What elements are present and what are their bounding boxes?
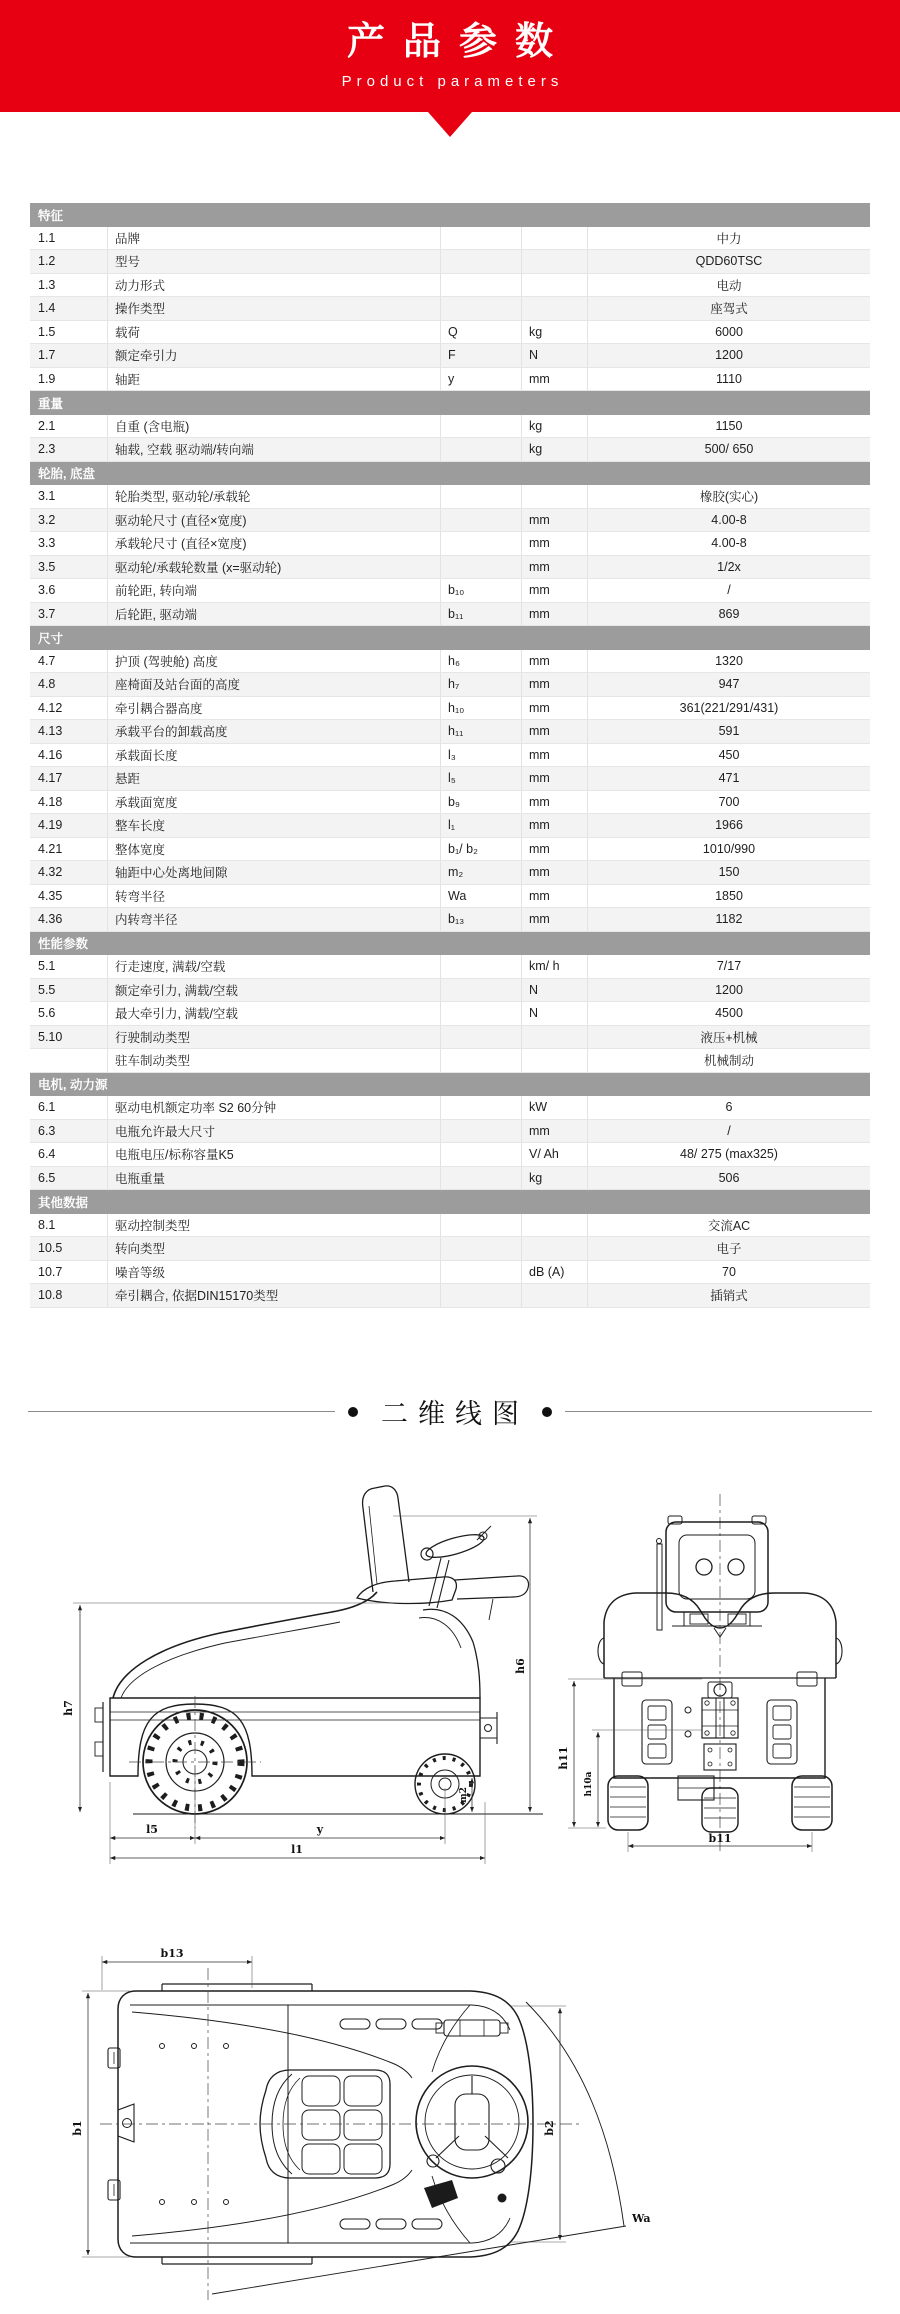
cell-parameter-name: 承载平台的卸载高度 (108, 720, 441, 743)
cell-symbol (441, 1237, 522, 1260)
cell-symbol (441, 274, 522, 297)
table-row (30, 955, 870, 979)
cell-row-number: 2.3 (30, 438, 108, 461)
cell-row-number: 4.13 (30, 720, 108, 743)
cell-unit: mm (522, 885, 588, 908)
table-section-header (30, 203, 870, 227)
spec-table (30, 203, 870, 1308)
dim-label-l1: l1 (291, 1842, 303, 1856)
turning-radius-arc (526, 2002, 624, 2226)
cell-symbol: b₁₃ (441, 908, 522, 931)
cell-unit: mm (522, 650, 588, 673)
page-title: 产品参数 (346, 20, 571, 63)
cell-row-number: 3.2 (30, 509, 108, 532)
cell-parameter-name: 最大牵引力, 满载/空载 (108, 1002, 441, 1025)
table-row (30, 885, 870, 909)
table-row (30, 485, 870, 509)
table-row (30, 720, 870, 744)
cell-row-number: 5.1 (30, 955, 108, 978)
divider-dot-left (348, 1407, 358, 1417)
cell-symbol: m₂ (441, 861, 522, 884)
cell-value: 4.00-8 (711, 536, 747, 551)
table-row (30, 1096, 870, 1120)
cell-parameter-name: 额定牵引力, 满载/空载 (108, 979, 441, 1002)
cell-parameter-name: 电瓶允许最大尺寸 (108, 1120, 441, 1143)
section-title: 重量 (38, 396, 64, 411)
dim-label-h11: h11 (557, 1745, 570, 1770)
table-row (30, 744, 870, 768)
cell-parameter-name: 驱动控制类型 (108, 1214, 441, 1237)
cell-unit (522, 1049, 588, 1072)
cell-symbol: b₁₀ (441, 579, 522, 602)
cell-value: 橡胶(实心) (699, 490, 759, 505)
cell-parameter-name: 电瓶电压/标称容量K5 (108, 1143, 441, 1166)
divider-line-left (28, 1411, 335, 1412)
steering-wheel-top (416, 2066, 528, 2178)
cell-row-number: 5.5 (30, 979, 108, 1002)
cell-symbol: b₁/ b₂ (441, 838, 522, 861)
table-row (30, 650, 870, 674)
cell-symbol (441, 1167, 522, 1190)
cell-row-number: 6.5 (30, 1167, 108, 1190)
dim-label-h6: h6 (514, 1657, 527, 1674)
dim-label-b13: b13 (160, 1946, 184, 1960)
cell-row-number: 3.1 (30, 485, 108, 508)
cell-unit: mm (522, 579, 588, 602)
table-row (30, 697, 870, 721)
cell-row-number (30, 1049, 108, 1072)
cell-parameter-name: 型号 (108, 250, 441, 273)
top-view-drawing (40, 1870, 700, 2313)
dim-label-l5: l5 (146, 1822, 158, 1836)
cell-unit: N (522, 344, 588, 367)
cell-value: 中力 (716, 231, 742, 246)
cell-parameter-name: 整车长度 (108, 814, 441, 837)
table-row (30, 438, 870, 462)
table-row (30, 250, 870, 274)
cell-value: 48/ 275 (max325) (680, 1147, 778, 1162)
cell-unit: mm (522, 908, 588, 931)
table-row (30, 1049, 870, 1073)
cell-value: 插销式 (710, 1289, 748, 1304)
cell-symbol: l₁ (441, 814, 522, 837)
dim-label-b11: b11 (708, 1831, 732, 1845)
cell-row-number: 10.5 (30, 1237, 108, 1260)
cell-unit (522, 274, 588, 297)
cell-value: 591 (718, 724, 740, 739)
cell-unit: V/ Ah (522, 1143, 588, 1166)
rear-view-drawing (552, 1446, 887, 1866)
cell-value: / (727, 1123, 731, 1138)
cell-row-number: 1.9 (30, 368, 108, 391)
cell-symbol (441, 1026, 522, 1049)
table-row (30, 791, 870, 815)
dim-label-h10a: h10a (584, 1771, 594, 1796)
cell-symbol: h₁₀ (441, 697, 522, 720)
table-section-header (30, 626, 870, 650)
table-row (30, 532, 870, 556)
cell-symbol (441, 1143, 522, 1166)
cell-value: 1966 (715, 818, 743, 833)
cell-value: 机械制动 (703, 1054, 754, 1069)
cell-symbol: h₁₁ (441, 720, 522, 743)
cell-symbol (441, 556, 522, 579)
cell-value: 1182 (715, 912, 743, 927)
cell-symbol (441, 1284, 522, 1307)
cell-value: 1200 (715, 348, 743, 363)
cell-value: 450 (718, 747, 740, 762)
cell-unit: dB (A) (522, 1261, 588, 1284)
table-row (30, 1143, 870, 1167)
table-row (30, 556, 870, 580)
cell-row-number: 6.1 (30, 1096, 108, 1119)
table-section-header (30, 391, 870, 415)
dim-label-b1: b1 (71, 2119, 84, 2136)
cell-symbol (441, 1096, 522, 1119)
cell-row-number: 4.19 (30, 814, 108, 837)
cell-symbol (441, 485, 522, 508)
cell-value: 471 (718, 771, 740, 786)
cell-row-number: 3.6 (30, 579, 108, 602)
section-title: 轮胎, 底盘 (38, 467, 95, 482)
cell-symbol (441, 415, 522, 438)
cell-symbol (441, 297, 522, 320)
rear-rail (455, 1575, 529, 1598)
cell-value: 1110 (716, 371, 742, 386)
table-row (30, 274, 870, 298)
cell-symbol: l₅ (441, 767, 522, 790)
cell-parameter-name: 品牌 (108, 227, 441, 250)
table-row (30, 861, 870, 885)
cell-symbol: b₉ (441, 791, 522, 814)
table-row (30, 227, 870, 251)
cell-row-number: 1.3 (30, 274, 108, 297)
cell-unit (522, 1214, 588, 1237)
cell-symbol (441, 1002, 522, 1025)
cell-value: 电子 (716, 1242, 742, 1257)
cell-unit: N (522, 1002, 588, 1025)
table-row (30, 1237, 870, 1261)
cell-symbol (441, 438, 522, 461)
cell-symbol: Wa (441, 885, 522, 908)
table-row (30, 415, 870, 439)
dim-label-y: y (316, 1822, 324, 1836)
table-row (30, 1167, 870, 1191)
cell-value: 947 (718, 677, 740, 692)
cell-parameter-name: 轴载, 空载 驱动端/转向端 (108, 438, 441, 461)
cell-symbol (441, 250, 522, 273)
cell-parameter-name: 行驶制动类型 (108, 1026, 441, 1049)
cell-unit: km/ h (522, 955, 588, 978)
cell-unit: mm (522, 744, 588, 767)
section-title: 尺寸 (38, 631, 64, 646)
cell-parameter-name: 前轮距, 转向端 (108, 579, 441, 602)
cell-symbol (441, 227, 522, 250)
dim-label-wa: Wa (632, 2211, 651, 2225)
cell-value: 1320 (715, 653, 743, 668)
table-section-header (30, 932, 870, 956)
section-title: 性能参数 (38, 937, 89, 952)
cell-row-number: 4.17 (30, 767, 108, 790)
cell-value: 869 (718, 606, 740, 621)
cell-row-number: 1.7 (30, 344, 108, 367)
cell-unit (522, 250, 588, 273)
cell-symbol: y (441, 368, 522, 391)
cell-parameter-name: 承载轮尺寸 (直径×宽度) (108, 532, 441, 555)
cell-value: QDD60TSC (695, 254, 763, 269)
table-row (30, 908, 870, 932)
cell-value: 1010/990 (702, 841, 756, 856)
cell-symbol (441, 979, 522, 1002)
control-lever (424, 2180, 458, 2208)
cell-value: 150 (718, 865, 740, 880)
table-row (30, 579, 870, 603)
cell-row-number: 1.5 (30, 321, 108, 344)
cell-unit: mm (522, 603, 588, 626)
vent-panels (642, 1700, 797, 1764)
cell-unit: mm (522, 556, 588, 579)
table-row (30, 321, 870, 345)
cell-row-number: 1.2 (30, 250, 108, 273)
table-row (30, 1214, 870, 1238)
cell-value: 4500 (715, 1006, 743, 1021)
cell-parameter-name: 承载面宽度 (108, 791, 441, 814)
table-row (30, 344, 870, 368)
side-view-drawing (25, 1446, 550, 1866)
cell-parameter-name: 驱动轮尺寸 (直径×宽度) (108, 509, 441, 532)
drawing-section-title: 二维线图 (381, 1399, 529, 1429)
cell-parameter-name: 轴距中心处离地间隙 (108, 861, 441, 884)
cell-parameter-name: 噪音等级 (108, 1261, 441, 1284)
cell-unit (522, 227, 588, 250)
cell-value: 座驾式 (710, 302, 748, 317)
cell-parameter-name: 轮胎类型, 驱动轮/承载轮 (108, 485, 441, 508)
cell-parameter-name: 驱动电机额定功率 S2 60分钟 (108, 1096, 441, 1119)
cell-unit: mm (522, 720, 588, 743)
divider-line-right (565, 1411, 872, 1412)
rear-cowl (423, 1609, 480, 1698)
cell-unit: mm (522, 861, 588, 884)
dim-label-m2: m2 (459, 1786, 469, 1803)
banner (0, 0, 900, 112)
line-drawings (0, 1446, 900, 2313)
cell-parameter-name: 内转弯半径 (108, 908, 441, 931)
cell-row-number: 5.10 (30, 1026, 108, 1049)
dim-label-b2: b2 (543, 2119, 556, 2136)
table-section-header (30, 462, 870, 486)
table-row (30, 767, 870, 791)
cell-unit: mm (522, 838, 588, 861)
cell-row-number: 4.7 (30, 650, 108, 673)
section-title: 电机, 动力源 (38, 1078, 108, 1093)
cell-unit: mm (522, 509, 588, 532)
cell-row-number: 6.4 (30, 1143, 108, 1166)
table-row (30, 814, 870, 838)
seat-side (357, 1485, 456, 1603)
table-row (30, 673, 870, 697)
cell-unit: mm (522, 767, 588, 790)
cell-row-number: 2.1 (30, 415, 108, 438)
table-row (30, 603, 870, 627)
cell-value: / (727, 583, 731, 598)
cell-value: 1150 (715, 418, 743, 433)
cell-value: 7/17 (716, 959, 742, 974)
cell-value: 500/ 650 (704, 442, 754, 457)
cell-unit: kg (522, 438, 588, 461)
cell-parameter-name: 牵引耦合, 依据DIN15170类型 (108, 1284, 441, 1307)
cell-value: 361(221/291/431) (679, 700, 779, 715)
table-row (30, 1026, 870, 1050)
cell-row-number: 4.21 (30, 838, 108, 861)
table-row (30, 838, 870, 862)
cell-symbol (441, 1120, 522, 1143)
table-row (30, 1002, 870, 1026)
table-row (30, 1284, 870, 1308)
cell-unit (522, 297, 588, 320)
cell-value: 1200 (715, 982, 743, 997)
cell-row-number: 4.36 (30, 908, 108, 931)
cell-parameter-name: 后轮距, 驱动端 (108, 603, 441, 626)
cell-row-number: 3.7 (30, 603, 108, 626)
cell-symbol (441, 532, 522, 555)
cell-value: 电动 (716, 278, 742, 293)
cell-unit: kW (522, 1096, 588, 1119)
cell-value: 506 (718, 1170, 740, 1185)
cell-parameter-name: 护顶 (驾驶舱) 高度 (108, 650, 441, 673)
table-row (30, 1120, 870, 1144)
cell-row-number: 1.4 (30, 297, 108, 320)
banner-pointer (428, 112, 472, 137)
cell-unit: mm (522, 532, 588, 555)
cell-row-number: 3.3 (30, 532, 108, 555)
cell-unit (522, 485, 588, 508)
cell-row-number: 8.1 (30, 1214, 108, 1237)
cell-unit: kg (522, 321, 588, 344)
cell-unit: N (522, 979, 588, 1002)
seat-back (666, 1516, 768, 1626)
cell-parameter-name: 自重 (含电瓶) (108, 415, 441, 438)
cell-unit (522, 1026, 588, 1049)
cell-parameter-name: 动力形式 (108, 274, 441, 297)
cell-unit: mm (522, 697, 588, 720)
cell-value: 液压+机械 (700, 1030, 758, 1045)
cell-value: 6 (725, 1100, 733, 1115)
section-title: 特征 (38, 208, 64, 223)
cell-unit: kg (522, 415, 588, 438)
cell-parameter-name: 座椅面及站台面的高度 (108, 673, 441, 696)
cell-unit: kg (522, 1167, 588, 1190)
cell-value: 700 (718, 794, 740, 809)
cell-row-number: 10.8 (30, 1284, 108, 1307)
cell-parameter-name: 悬距 (108, 767, 441, 790)
cell-parameter-name: 轴距 (108, 368, 441, 391)
cell-parameter-name: 驱动轮/承载轮数量 (x=驱动轮) (108, 556, 441, 579)
cell-symbol: Q (441, 321, 522, 344)
cell-parameter-name: 驻车制动类型 (108, 1049, 441, 1072)
table-section-header (30, 1073, 870, 1097)
cell-row-number: 3.5 (30, 556, 108, 579)
cell-parameter-name: 额定牵引力 (108, 344, 441, 367)
cell-unit: mm (522, 673, 588, 696)
table-row (30, 509, 870, 533)
cell-value: 6000 (715, 324, 743, 339)
hood (113, 1592, 377, 1698)
table-row (30, 1261, 870, 1285)
cell-row-number: 4.18 (30, 791, 108, 814)
cell-parameter-name: 转弯半径 (108, 885, 441, 908)
cell-value: 4.00-8 (711, 512, 747, 527)
cell-symbol (441, 1214, 522, 1237)
cell-row-number: 4.16 (30, 744, 108, 767)
cell-symbol (441, 509, 522, 532)
table-row (30, 297, 870, 321)
cell-unit: mm (522, 814, 588, 837)
cell-symbol: h₆ (441, 650, 522, 673)
cell-unit (522, 1237, 588, 1260)
tow-coupling-side (480, 1712, 497, 1744)
cell-unit (522, 1284, 588, 1307)
table-row (30, 368, 870, 392)
cell-row-number: 5.6 (30, 1002, 108, 1025)
table-row (30, 979, 870, 1003)
table-section-header (30, 1190, 870, 1214)
page-subtitle: Product parameters (341, 72, 564, 90)
cell-value: 1850 (715, 888, 743, 903)
dim-label-h7: h7 (62, 1699, 75, 1716)
cell-symbol (441, 955, 522, 978)
cell-parameter-name: 转向类型 (108, 1237, 441, 1260)
section-title: 其他数据 (38, 1195, 89, 1210)
cell-symbol: b₁₁ (441, 603, 522, 626)
cell-parameter-name: 载荷 (108, 321, 441, 344)
cell-row-number: 6.3 (30, 1120, 108, 1143)
drawing-section-divider (0, 1394, 900, 1430)
cell-row-number: 4.8 (30, 673, 108, 696)
cell-row-number: 10.7 (30, 1261, 108, 1284)
divider-dot-right (542, 1407, 552, 1417)
cell-symbol (441, 1261, 522, 1284)
cell-value: 70 (722, 1264, 736, 1279)
cell-unit: mm (522, 1120, 588, 1143)
cell-parameter-name: 电瓶重量 (108, 1167, 441, 1190)
cell-symbol: F (441, 344, 522, 367)
cell-symbol: l₃ (441, 744, 522, 767)
cell-value: 1/2x (717, 559, 741, 574)
cell-parameter-name: 牵引耦合器高度 (108, 697, 441, 720)
steering-wheel-side (421, 1526, 491, 1608)
cell-symbol: h₇ (441, 673, 522, 696)
cell-unit: mm (522, 368, 588, 391)
cell-row-number: 4.12 (30, 697, 108, 720)
cell-row-number: 4.32 (30, 861, 108, 884)
cell-row-number: 1.1 (30, 227, 108, 250)
cell-parameter-name: 承载面长度 (108, 744, 441, 767)
cell-parameter-name: 整体宽度 (108, 838, 441, 861)
cell-row-number: 4.35 (30, 885, 108, 908)
cell-parameter-name: 操作类型 (108, 297, 441, 320)
cell-unit: mm (522, 791, 588, 814)
front-bumper (95, 1702, 103, 1772)
cell-value: 交流AC (707, 1218, 751, 1233)
cell-parameter-name: 行走速度, 满载/空载 (108, 955, 441, 978)
cell-symbol (441, 1049, 522, 1072)
